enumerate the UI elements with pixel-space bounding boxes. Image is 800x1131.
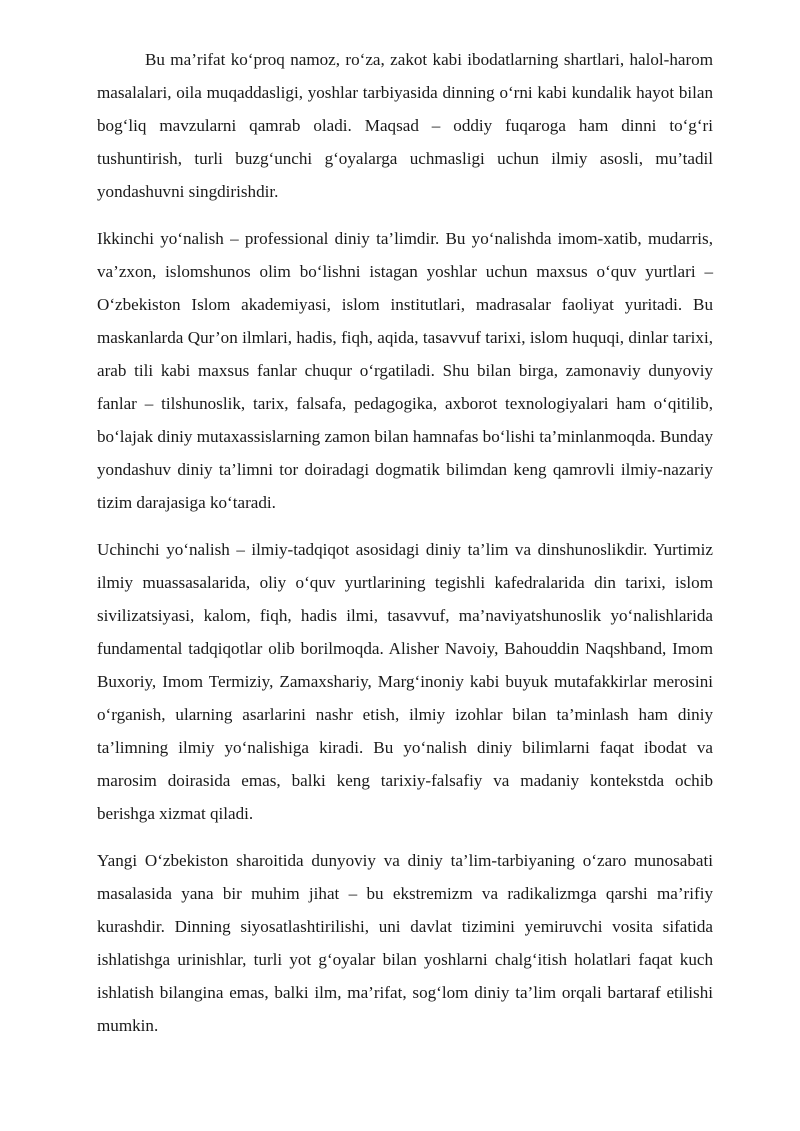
paragraph-2: Ikkinchi yo‘nalish – professional diniy ta’limdir. Bu yo‘nalishda imom-xatib, mudarris, va’zxon, islomshunos olim bo‘lishni istagan yoshlar uchun maxsus o‘quv yurtlari – O‘zbekiston Islom akademiyasi, islom institutlari, madrasalar faoliyat yuritadi. Bu maskanlarda Qur’on ilmlari, hadis, fiqh, aqida, tasavvuf tarixi, islom huquqi, dinlar tarixi, arab tili kabi maxsus fanlar chuqur o‘rgatiladi. Shu bilan birga, zamonaviy dunyoviy fanlar – tilshunoslik, tarix, falsafa, pedagogika, axborot texnologiyalari ham o‘qitilib, bo‘lajak diniy mutaxassislarning zamon bilan hamnafas bo‘lishi ta’minlanmoqda. Bunday yondashuv diniy ta’limni tor doiradagi dogmatik bilimdan keng qamrovli ilmiy-nazariy tizim darajasiga ko‘taradi. (97, 229, 713, 512)
paragraph-1: Bu ma’rifat ko‘proq namoz, ro‘za, zakot kabi ibodatlarning shartlari, halol-harom masalalari, oila muqaddasligi, yoshlar tarbiyasida dinning o‘rni kabi kundalik hayot bilan bog‘liq mavzularni qamrab oladi. Maqsad – oddiy fuqaroga ham dinni to‘g‘ri tushuntirish, turli buzg‘unchi g‘oyalarga uchmasligi uchun ilmiy asosli, mu’tadil yondashuvni singdirishdir. (97, 50, 713, 201)
document-page (97, 43, 713, 1056)
paragraph-4: Yangi O‘zbekiston sharoitida dunyoviy va diniy ta’lim-tarbiyaning o‘zaro munosabati masalasida yana bir muhim jihat – bu ekstremizm va radikalizmga qarshi ma’rifiy kurashdir. Dinning siyosatlashtirilishi, uni davlat tizimini yemiruvchi vosita sifatida ishlatishga urinishlar, turli yot g‘oyalar bilan yoshlarni chalg‘itish holatlari faqat kuch ishlatish bilangina emas, balki ilm, ma’rifat, sog‘lom diniy ta’lim orqali bartaraf etilishi mumkin. (97, 851, 713, 1035)
paragraph-3: Uchinchi yo‘nalish – ilmiy-tadqiqot asosidagi diniy ta’lim va dinshunoslikdir. Yurtimiz ilmiy muassasalarida, oliy o‘quv yurtlarining tegishli kafedralarida din tarixi, islom sivilizatsiyasi, kalom, fiqh, hadis ilmi, tasavvuf, ma’naviyatshunoslik yo‘nalishlarida fundamental tadqiqotlar olib borilmoqda. Alisher Navoiy, Bahouddin Naqshband, Imom Buxoriy, Imom Termiziy, Zamaxshariy, Marg‘inoniy kabi buyuk mutafakkirlar merosini o‘rganish, ularning asarlarini nashr etish, ilmiy izohlar bilan ta’minlash ham diniy ta’limning ilmiy yo‘nalishiga kiradi. Bu yo‘nalish diniy bilimlarni faqat ibodat va marosim doirasida emas, balki keng tarixiy-falsafiy va madaniy kontekstda ochib berishga xizmat qiladi. (97, 540, 713, 823)
